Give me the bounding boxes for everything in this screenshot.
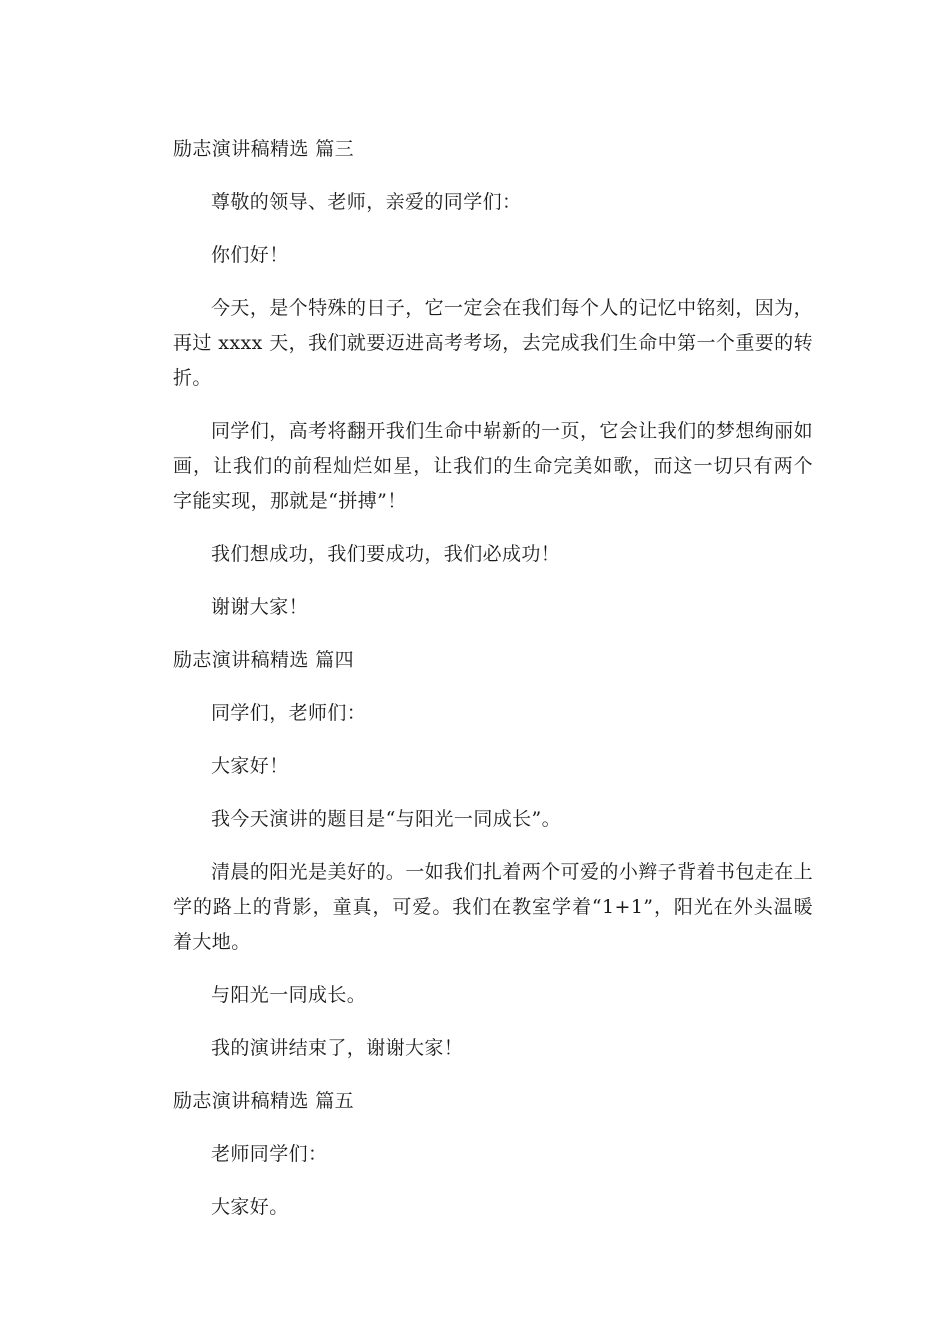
- body-paragraph: 今天，是个特殊的日子，它一定会在我们每个人的记忆中铭刻，因为，再过 xxxx 天，我们就要迈进高考考场，去完成我们生命中第一个重要的转折。: [173, 297, 813, 389]
- salutation: 同学们，老师们：: [211, 702, 367, 724]
- section-3: [173, 132, 813, 625]
- section-title: 励志演讲稿精选 篇四: [173, 649, 355, 671]
- body-paragraph: 同学们，高考将翻开我们生命中崭新的一页，它会让我们的梦想绚丽如画，让我们的前程灿烂如星，让我们的生命完美如歌，而这一切只有两个字能实现，那就是“拼搏”！: [173, 420, 813, 512]
- salutation: 尊敬的领导、老师，亲爱的同学们：: [211, 191, 522, 213]
- closing: 谢谢大家！: [211, 596, 309, 618]
- salutation: 老师同学们：: [211, 1143, 328, 1165]
- section-5: [173, 1084, 813, 1225]
- body-paragraph: 我今天演讲的题目是“与阳光一同成长”。: [211, 808, 562, 830]
- body-paragraph: 清晨的阳光是美好的。一如我们扎着两个可爱的小辫子背着书包走在上学的路上的背影，童真，可爱。我们在教室学着“1+1”，阳光在外头温暖着大地。: [173, 861, 813, 953]
- section-4: [173, 643, 813, 1066]
- greeting: 你们好！: [211, 244, 289, 266]
- body-paragraph: 我们想成功，我们要成功，我们必成功！: [211, 543, 561, 565]
- body-paragraph: 与阳光一同成长。: [211, 984, 367, 1006]
- section-title: 励志演讲稿精选 篇三: [173, 138, 355, 160]
- closing: 我的演讲结束了，谢谢大家！: [211, 1037, 464, 1059]
- greeting: 大家好！: [211, 755, 289, 777]
- section-title: 励志演讲稿精选 篇五: [173, 1090, 355, 1112]
- greeting: 大家好。: [211, 1196, 289, 1218]
- document-body: [173, 132, 813, 1243]
